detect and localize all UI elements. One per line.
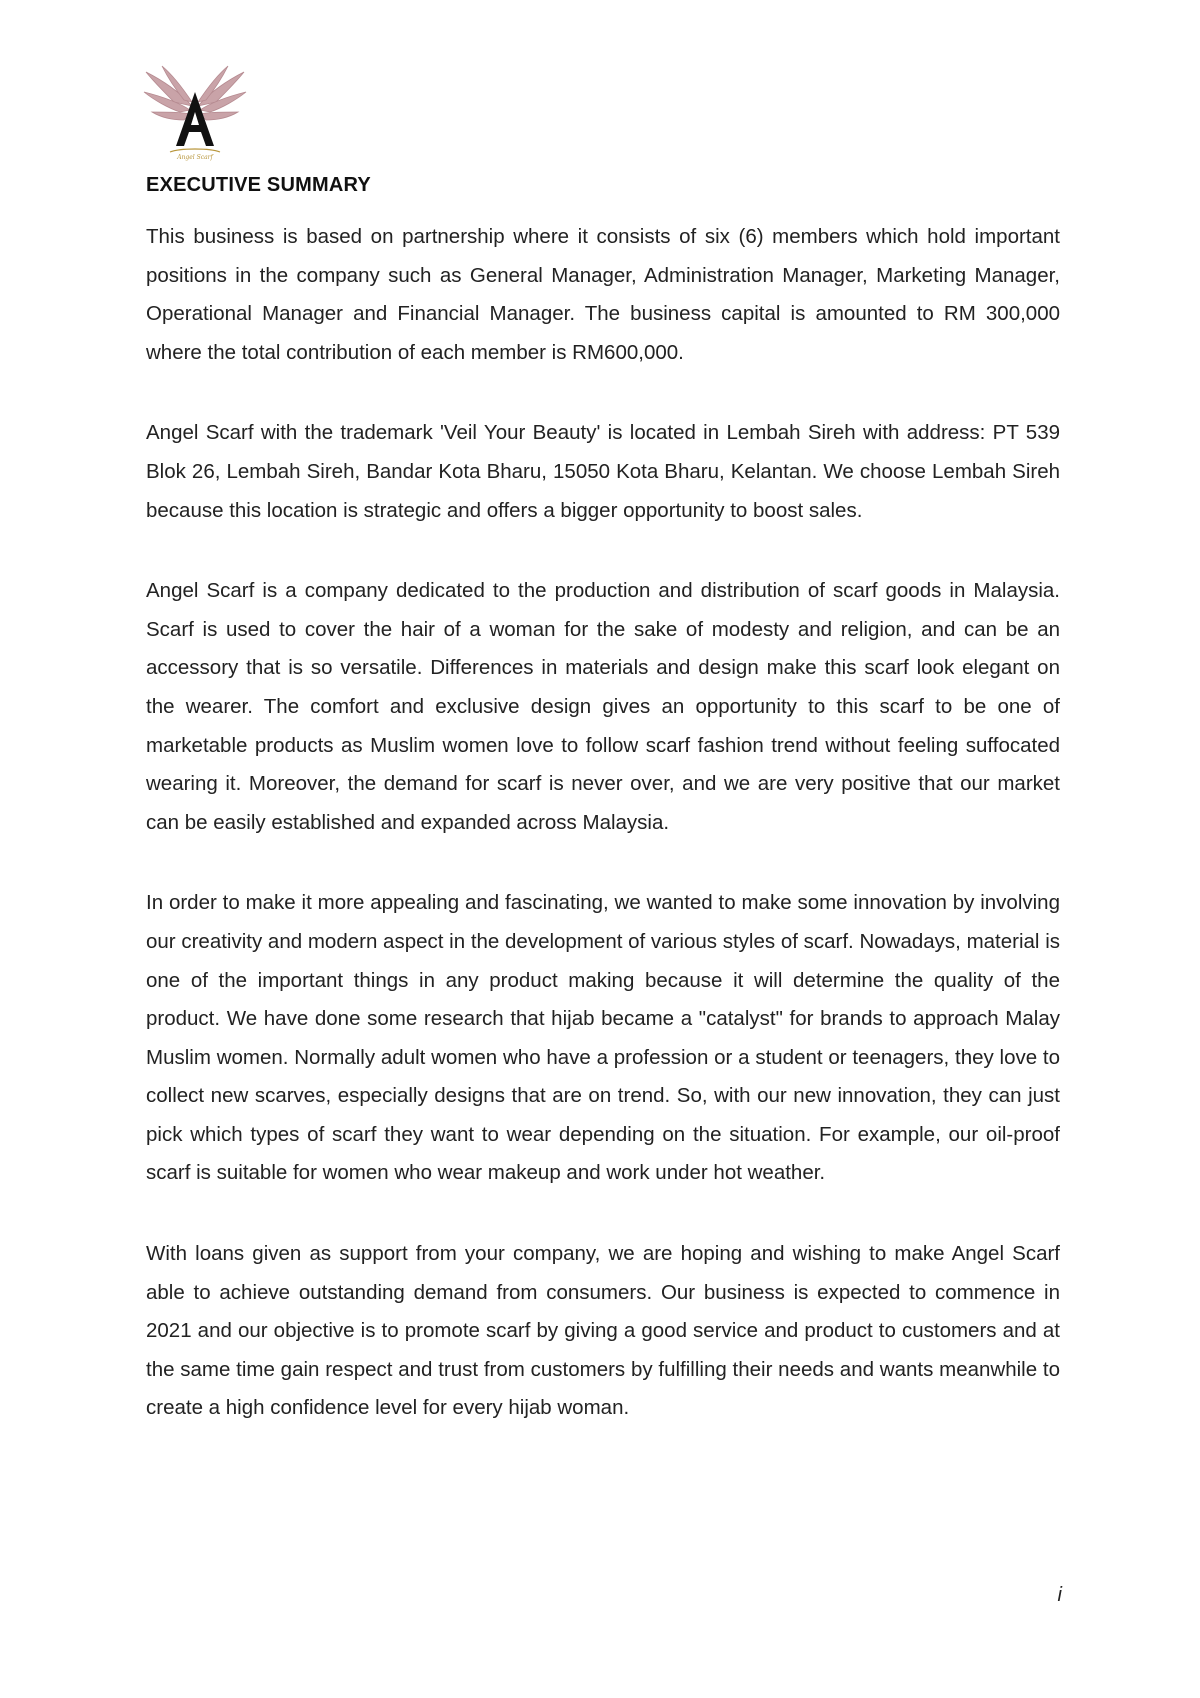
paragraph-innovation: In order to make it more appealing and fascinating, we wanted to make some innovation by involving our creativity and modern aspect in the development of various styles of scarf. Nowadays, material is one of the important things in any product making because it will determine the quality of the product. We have done some research that hijab became a "catalyst" for brands to approach Malay Muslim women. Normally adult women who have a profession or a student or teenagers, they love to collect new scarves, especially designs that are on trend. So, with our new innovation, they can just pick which types of scarf they want to wear depending on the situation. For example, our oil-proof scarf is suitable for women who wear makeup and work under hot weather. [146,891,1060,1185]
summary-body [146,218,1060,1470]
paragraph-location: Angel Scarf with the trademark 'Veil Your Beauty' is located in Lembah Sireh with address: PT 539 Blok 26, Lembah Sireh, Bandar Kota Bharu, 15050 Kota Bharu, Kelantan. We choose Lembah Sireh because this location is strategic and offers a bigger opportunity to boost sales. [146,421,1060,522]
winged-letter-a-logo-icon [140,62,250,162]
angel-scarf-logo [140,62,250,162]
paragraph-partnership: This business is based on partnership where it consists of six (6) members which hold important positions in the company such as General Manager, Administration Manager, Marketing Manager, Operational Manager and Financial Manager. The business capital is amounted to RM 300,000 where the total contribution of each member is RM600,000. [146,225,1060,364]
page-number: i [1057,1584,1062,1606]
paragraph-company: Angel Scarf is a company dedicated to the production and distribution of scarf goods in Malaysia. Scarf is used to cover the hair of a woman for the sake of modesty and religion, and can be an accessory that is so versatile. Differences in materials and design make this scarf look elegant on the wearer. The comfort and exclusive design gives an opportunity to this scarf to be one of marketable products as Muslim women love to follow scarf fashion trend without feeling suffocated wearing it. Moreover, the demand for scarf is never over, and we are very positive that our market can be easily established and expanded across Malaysia. [146,579,1060,834]
section-heading: EXECUTIVE SUMMARY [146,174,371,196]
logo-tagline: Angel Scarf [177,154,213,161]
paragraph-loans: With loans given as support from your company, we are hoping and wishing to make Angel Scarf able to achieve outstanding demand from consumers. Our business is expected to commence in 2021 and our objective is to promote scarf by giving a good service and product to customers and at the same time gain respect and trust from customers by fulfilling their needs and wants meanwhile to create a high confidence level for every hijab woman. [146,1242,1060,1420]
